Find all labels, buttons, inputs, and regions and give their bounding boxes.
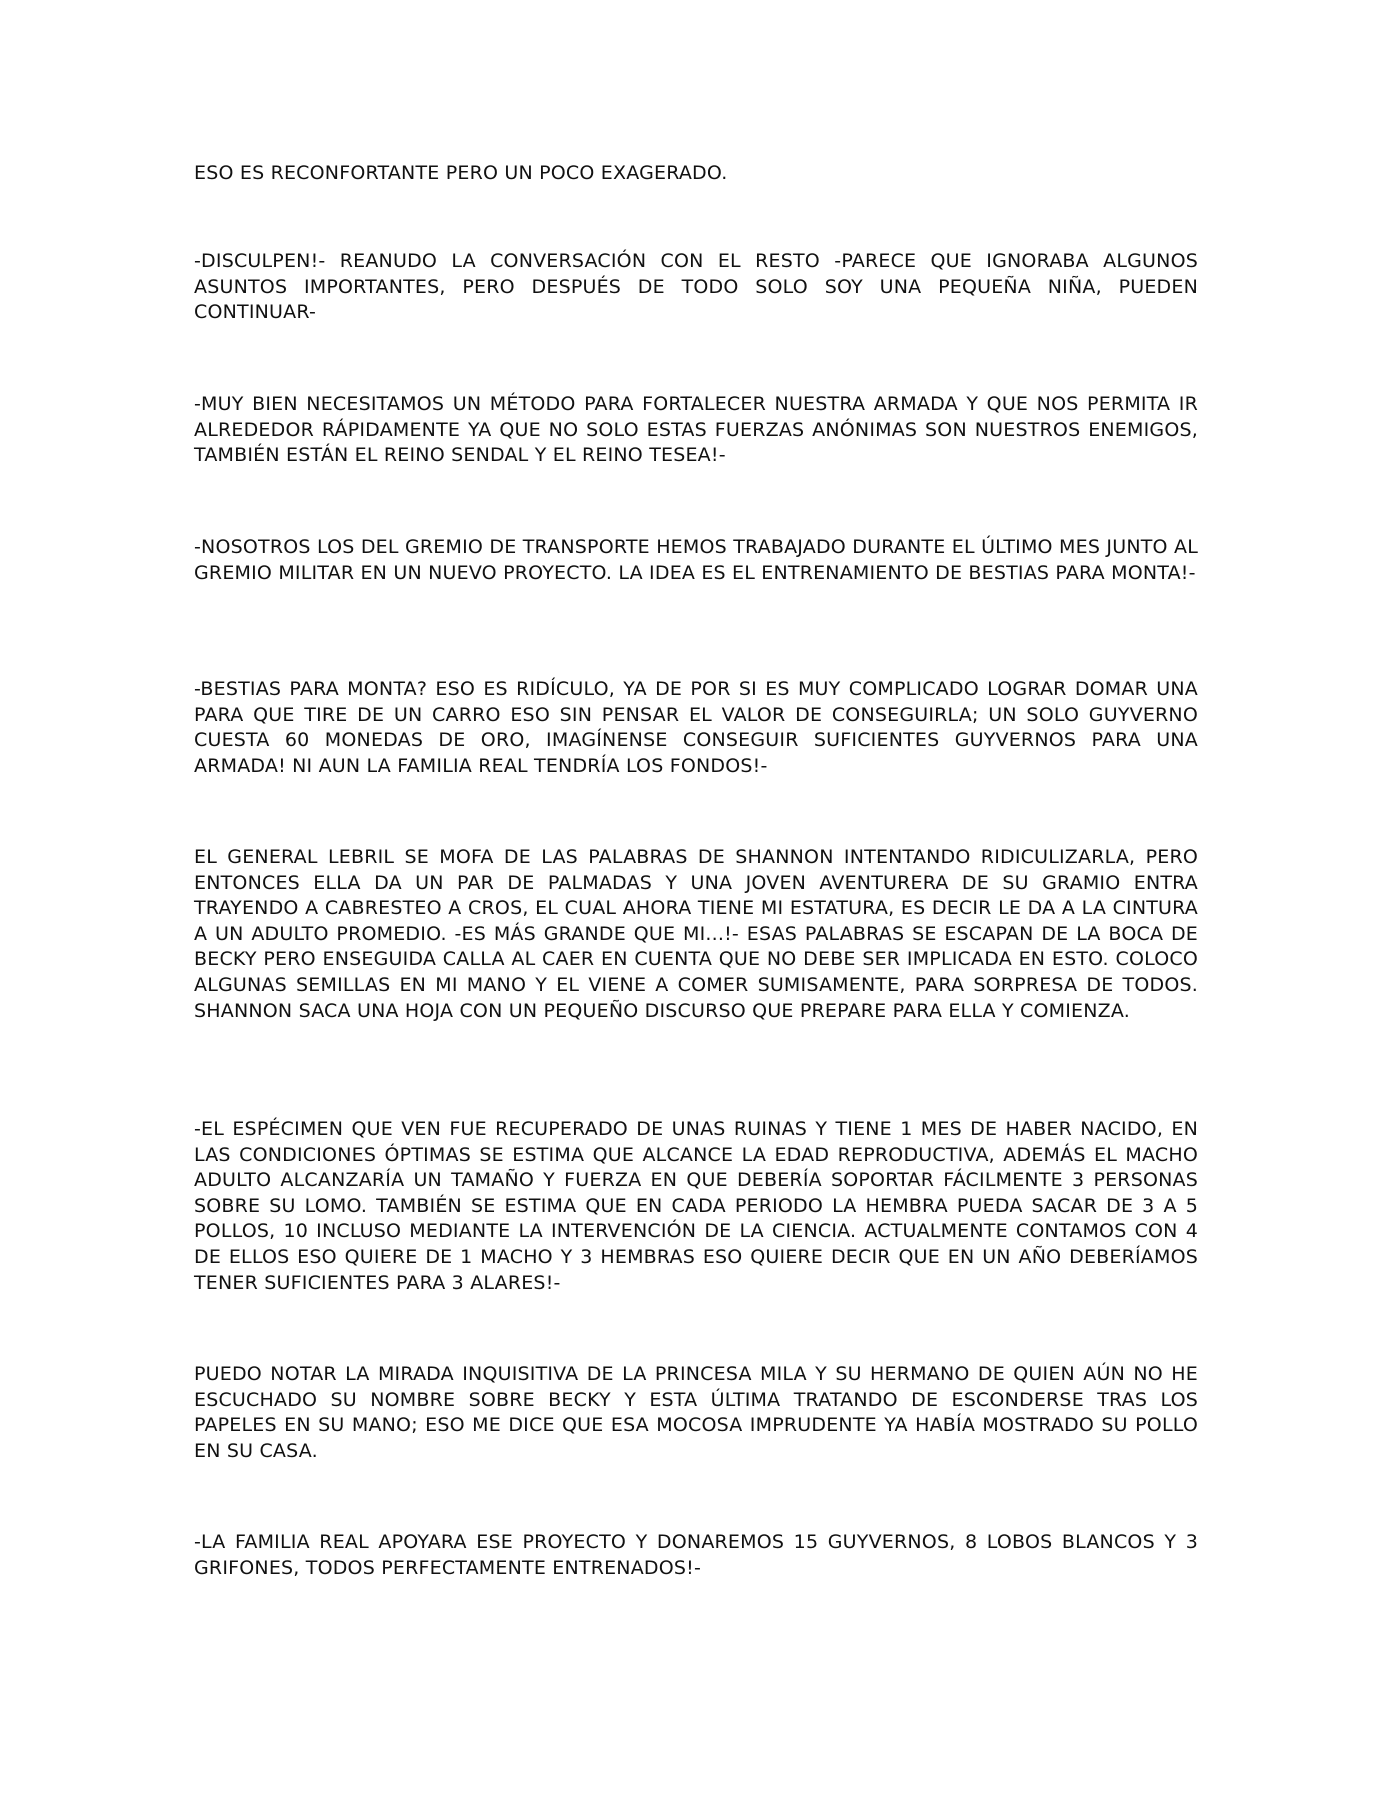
paragraph-1: ESO ES RECONFORTANTE PERO UN POCO EXAGERADO. <box>194 162 728 184</box>
paragraph-7: -EL ESPÉCIMEN QUE VEN FUE RECUPERADO DE UNAS RUINAS Y TIENE 1 MES DE HABER NACIDO, EN LAS CONDICIONES ÓPTIMAS SE ESTIMA QUE ALCANCE LA EDAD REPRODUCTIVA, ADEMÁS EL MACHO ADULTO ALCANZARÍA UN TAMAÑO Y FUERZA EN QUE DEBERÍA SOPORTAR FÁCILMENTE 3 PERSONAS SOBRE SU LOMO. TAMBIÉN SE ESTIMA QUE EN CADA PERIODO LA HEMBRA PUEDA SACAR DE 3 A 5 POLLOS, 10 INCLUSO MEDIANTE LA INTERVENCIÓN DE LA CIENCIA. ACTUALMENTE CONTAMOS CON 4 DE ELLOS ESO QUIERE DE 1 MACHO Y 3 HEMBRAS ESO QUIERE DECIR QUE EN UN AÑO DEBERÍAMOS TENER SUFICIENTES PARA 3 ALARES!- <box>194 1118 1198 1294</box>
paragraph-8: PUEDO NOTAR LA MIRADA INQUISITIVA DE LA PRINCESA MILA Y SU HERMANO DE QUIEN AÚN NO HE ESCUCHADO SU NOMBRE SOBRE BECKY Y ESTA ÚLTIMA TRATANDO DE ESCONDERSE TRAS LOS PAPELES EN SU MANO; ESO ME DICE QUE ESA MOCOSA IMPRUDENTE YA HABÍA MOSTRADO SU POLLO EN SU CASA. <box>194 1363 1198 1462</box>
paragraph-6: EL GENERAL LEBRIL SE MOFA DE LAS PALABRAS DE SHANNON INTENTANDO RIDICULIZARLA, PERO ENTONCES ELLA DA UN PAR DE PALMADAS Y UNA JOVEN AVENTURERA DE SU GRAMIO ENTRA TRAYENDO A CABRESTEO A CROS, EL CUAL AHORA TIENE MI ESTATURA, ES DECIR LE DA A LA CINTURA A UN ADULTO PROMEDIO. -ES MÁS GRANDE QUE MI...!- ESAS PALABRAS SE ESCAPAN DE LA BOCA DE BECKY PERO ENSEGUIDA CALLA AL CAER EN CUENTA QUE NO DEBE SER IMPLICADA EN ESTO. COLOCO ALGUNAS SEMILLAS EN MI MANO Y EL VIENE A COMER SUMISAMENTE, PARA SORPRESA DE TODOS. SHANNON SACA UNA HOJA CON UN PEQUEÑO DISCURSO QUE PREPARE PARA ELLA Y COMIENZA. <box>194 846 1198 1022</box>
paragraph-2: -DISCULPEN!- REANUDO LA CONVERSACIÓN CON EL RESTO -PARECE QUE IGNORABA ALGUNOS ASUNTOS IMPORTANTES, PERO DESPUÉS DE TODO SOLO SOY UNA PEQUEÑA NIÑA, PUEDEN CONTINUAR- <box>194 250 1198 324</box>
paragraph-5: -BESTIAS PARA MONTA? ESO ES RIDÍCULO, YA DE POR SI ES MUY COMPLICADO LOGRAR DOMAR UNA PARA QUE TIRE DE UN CARRO ESO SIN PENSAR EL VALOR DE CONSEGUIRLA; UN SOLO GUYVERNO CUESTA 60 MONEDAS DE ORO, IMAGÍNENSE CONSEGUIR SUFICIENTES GUYVERNOS PARA UNA ARMADA! NI AUN LA FAMILIA REAL TENDRÍA LOS FONDOS!- <box>194 678 1198 777</box>
paragraph-9: -LA FAMILIA REAL APOYARA ESE PROYECTO Y DONAREMOS 15 GUYVERNOS, 8 LOBOS BLANCOS Y 3 GRIFONES, TODOS PERFECTAMENTE ENTRENADOS!- <box>194 1531 1198 1579</box>
paragraph-3: -MUY BIEN NECESITAMOS UN MÉTODO PARA FORTALECER NUESTRA ARMADA Y QUE NOS PERMITA IR ALREDEDOR RÁPIDAMENTE YA QUE NO SOLO ESTAS FUERZAS ANÓNIMAS SON NUESTROS ENEMIGOS, TAMBIÉN ESTÁN EL REINO SENDAL Y EL REINO TESEA!- <box>194 393 1198 467</box>
paragraph-4: -NOSOTROS LOS DEL GREMIO DE TRANSPORTE HEMOS TRABAJADO DURANTE EL ÚLTIMO MES JUNTO AL GREMIO MILITAR EN UN NUEVO PROYECTO. LA IDEA ES EL ENTRENAMIENTO DE BESTIAS PARA MONTA!- <box>194 536 1198 584</box>
